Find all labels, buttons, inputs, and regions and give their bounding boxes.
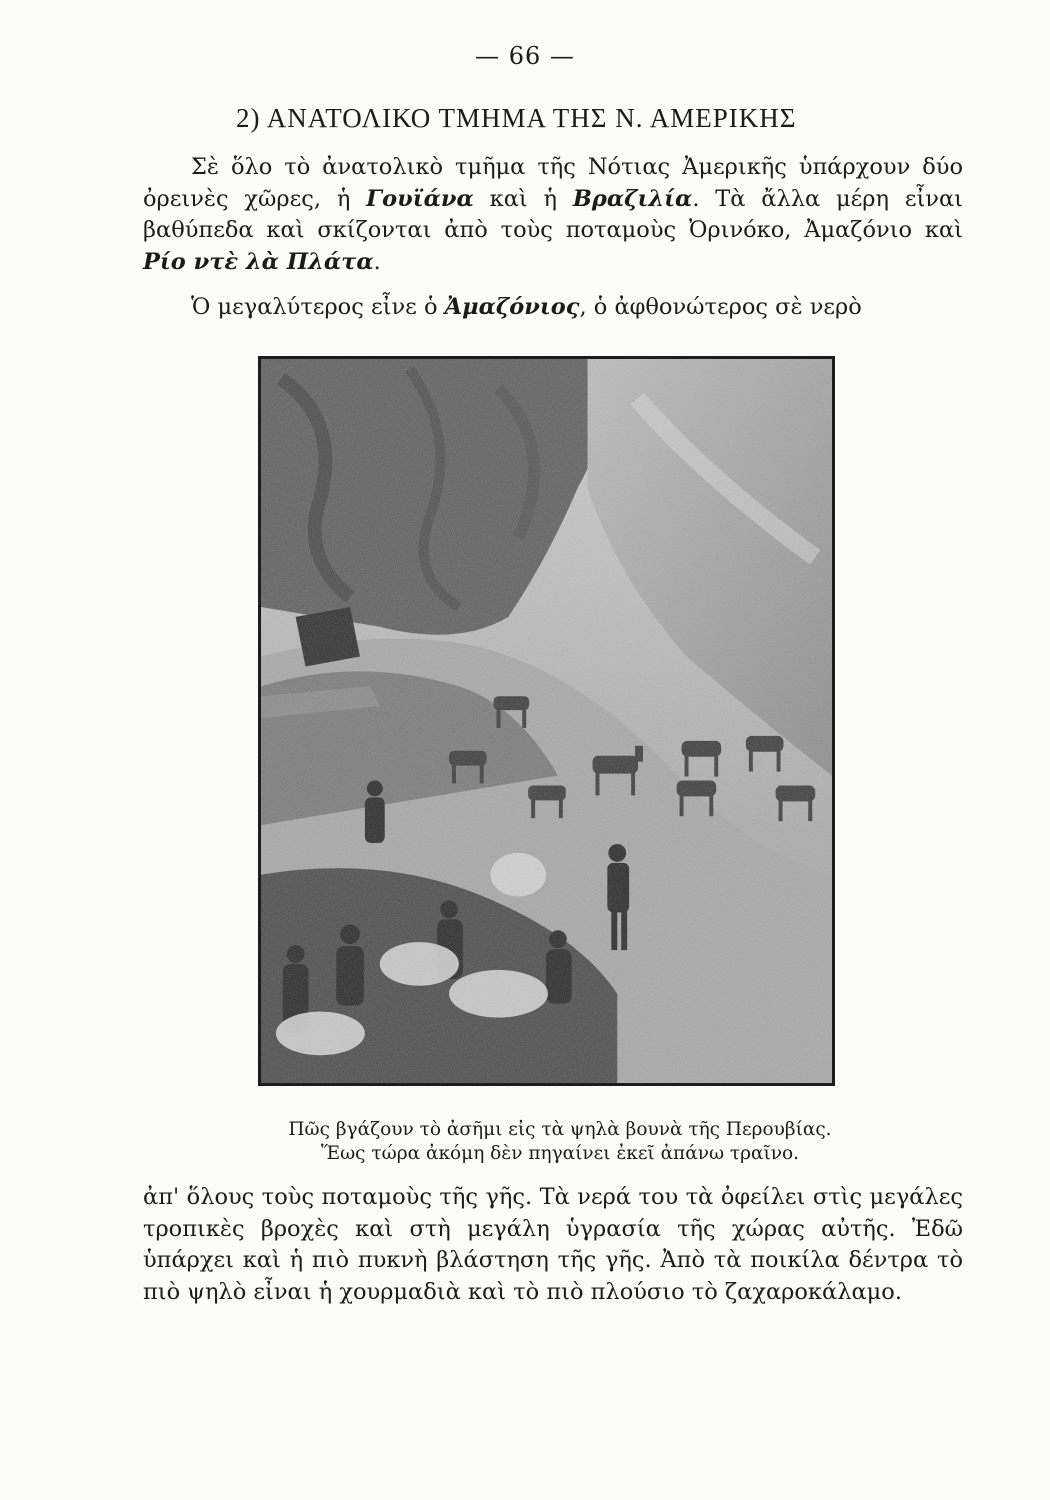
figure-caption-line-2: Ἕως τώρα ἀκόμη δὲν πηγαίνει ἐκεῖ ἀπάνω τραῖνο. <box>320 1143 800 1164</box>
term-rio-de-la-plata: Ρίο ντὲ λὰ Πλάτα <box>143 248 374 275</box>
paragraph-1 <box>143 152 963 278</box>
paragraph-1-text-b: καὶ ἡ <box>473 185 573 212</box>
term-guiana: Γουϊάνα <box>366 185 474 212</box>
paragraph-2 <box>143 292 963 324</box>
photo-illustration <box>261 359 832 1083</box>
figure-caption-line-1: Πῶς βγάζουν τὸ ἀσῆμι εἰς τὰ ψηλὰ βουνὰ τῆς Περουβίας. <box>288 1119 832 1140</box>
paragraph-1-text-c: . Τὰ ἄλλα μέρη εἶναι βαθύπεδα καὶ σκίζονται ἀπὸ τοὺς ποταμοὺς Ὀρινόκο, Ἀμαζόνιο καὶ <box>143 185 963 243</box>
term-brazil: Βραζιλία <box>572 185 693 212</box>
paragraph-2-text-a: Ὁ μεγαλύτερος εἶνε ὁ <box>191 294 445 320</box>
paragraph-1-text-d: . <box>373 248 381 275</box>
photo-silver-mining-peru <box>258 356 835 1086</box>
term-amazon: Ἀμαζόνιος <box>444 294 580 320</box>
page-number: — 66 — <box>475 42 575 70</box>
paragraph-1-text-a: Σὲ ὅλο τὸ ἀνατολικὸ τμῆμα τῆς Νότιας Ἀμερικῆς ὑπάρχουν δύο ὀρεινὲς χῶρες, ἡ <box>143 154 963 212</box>
section-heading: 2) ΑΝΑΤΟΛΙΚΟ ΤΜΗΜΑ ΤΗΣ Ν. ΑΜΕΡΙΚΗΣ <box>236 103 797 133</box>
paragraph-2-text-b: , ὁ ἀφθονώτερος σὲ νερὸ <box>579 294 862 320</box>
paragraph-3: ἀπ' ὅλους τοὺς ποταμοὺς τῆς γῆς. Τὰ νερά του τὰ ὀφείλει στὶς μεγάλες τροπικὲς βροχὲς καὶ στὴ μεγάλη ὑγρασία τῆς χώρας αὐτῆς. Ἐδῶ ὑπάρχει καὶ ἡ πιὸ πυκνὴ βλάστηση τῆς γῆς. Ἀπὸ τὰ ποικίλα δέντρα τὸ πιὸ ψηλὸ εἶναι ἡ χουρμαδιὰ καὶ τὸ πιὸ πλούσιο τὸ ζαχαροκάλαμο. <box>143 1184 963 1305</box>
